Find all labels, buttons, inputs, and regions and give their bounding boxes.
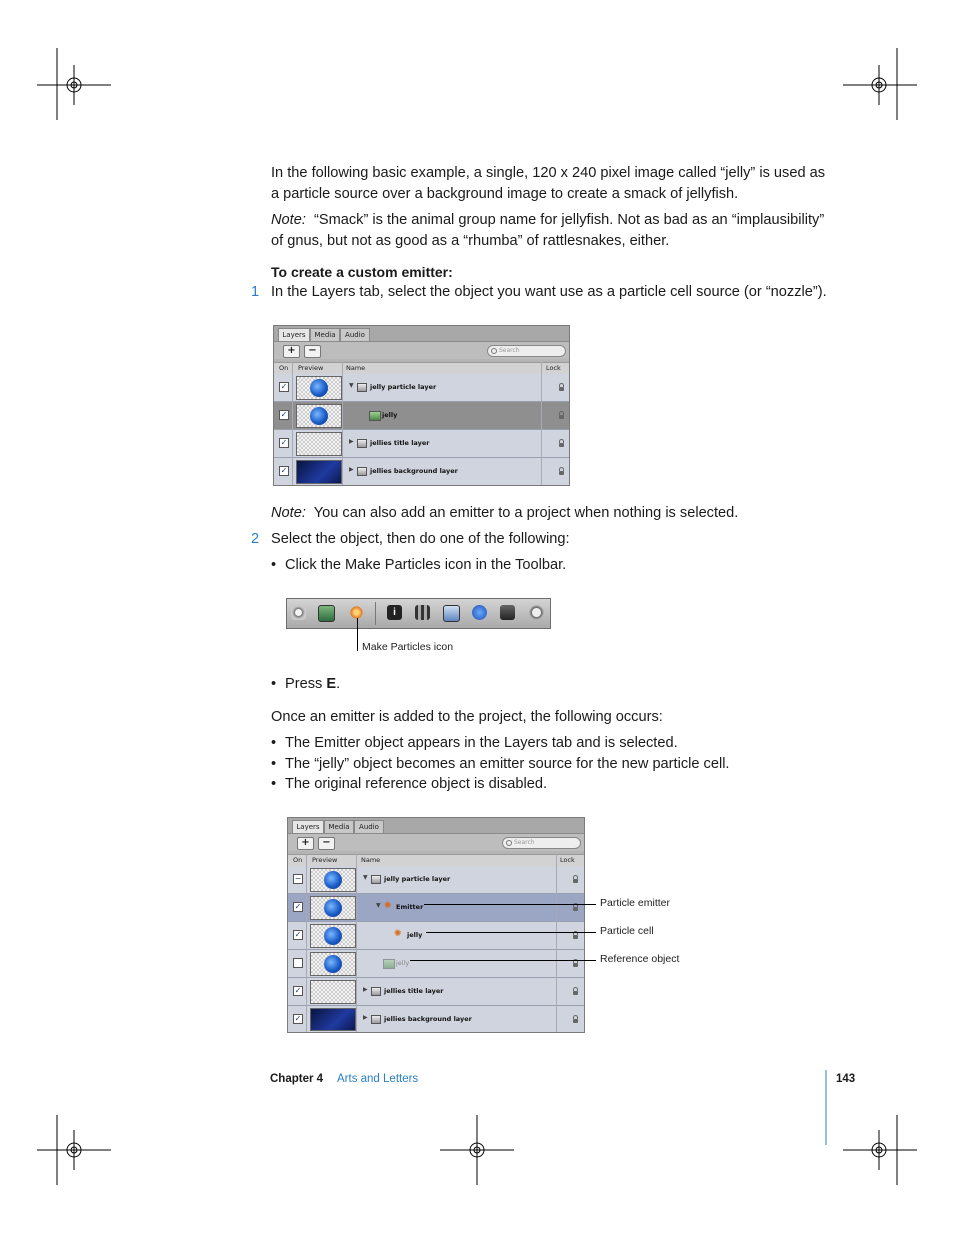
disclosure-triangle-icon[interactable]: ▶ [349,466,354,473]
enable-checkbox[interactable]: ✓ [280,382,288,391]
canvas-icon[interactable] [443,605,460,622]
jellyfish-thumbnail [324,927,342,945]
bullet-text [285,676,340,692]
layer-preview [296,432,342,456]
col-on: On [293,856,303,864]
lock-icon[interactable] [559,415,564,419]
key-e: E [326,676,337,692]
panel-toolbar [274,342,569,359]
layer-name: jelly [396,959,410,967]
col-name: Name [361,856,381,864]
layer-name: jellies title layer [384,987,444,995]
layers-panel-after [287,817,585,1033]
lock-icon[interactable] [559,387,564,391]
layer-name: Emitter [396,903,424,911]
lock-icon[interactable] [573,963,578,967]
col-preview: Preview [312,856,338,864]
note-label: Note: [271,212,306,228]
result-1: The Emitter object appears in the Layers tab and is selected. [285,735,678,751]
tab-layers[interactable]: Layers [292,820,324,833]
tab-audio[interactable]: Audio [354,820,384,833]
bullet: • [271,557,277,573]
column-divider [541,362,542,485]
col-name: Name [346,364,366,372]
step-2-text: Select the object, then do one of the following: [271,531,570,547]
layer-name: jellies title layer [370,439,430,447]
image-icon [383,959,395,969]
layer-row[interactable] [288,922,584,950]
lock-icon[interactable] [573,991,578,995]
jellyfish-thumbnail [310,379,328,397]
layer-group-icon [357,383,367,392]
note-paragraph-1 [271,210,831,252]
layer-name: jelly [407,931,423,939]
make-particles-callout: Make Particles icon [362,641,454,653]
enable-checkbox[interactable] [293,958,303,968]
col-lock: Lock [546,364,561,372]
intro-paragraph: In the following basic example, a single, 120 x 240 pixel image called “jelly” is used as a particle source over a background image to create a smack of jellyfish. [271,165,826,202]
result-3: The original reference object is disabled. [285,776,548,792]
layer-name: jellies background layer [370,467,458,475]
layer-preview [310,980,356,1004]
reference-object-callout: Reference object [600,953,680,965]
bullet: • [271,756,277,772]
panel-tabs [288,818,584,834]
image-icon [369,411,381,421]
particle-emitter-callout: Particle emitter [600,897,671,909]
add-layer-button[interactable]: + [283,345,300,358]
step-1-text: In the Layers tab, select the object you want use as a particle cell source (or “nozzle”). [271,284,827,300]
tab-audio[interactable]: Audio [340,328,370,341]
jellyfish-thumbnail [324,899,342,917]
enable-checkbox[interactable]: ✓ [280,438,288,447]
disclosure-triangle-icon[interactable]: ▼ [349,382,354,389]
column-divider [306,854,307,1032]
tab-media[interactable]: Media [324,820,354,833]
info-icon[interactable]: i [387,605,402,620]
layer-preview [296,404,342,428]
enable-checkbox[interactable]: ✓ [294,986,302,995]
callout-line [410,960,596,961]
layer-row-disabled[interactable] [288,950,584,978]
enable-checkbox[interactable]: ✓ [294,902,302,911]
layer-group-icon [357,439,367,448]
toolbar-screenshot [286,598,551,629]
result-2: The “jelly” object becomes an emitter source for the new particle cell. [285,756,730,772]
note-text: You can also add an emitter to a project when nothing is selected. [313,505,739,521]
search-icon [506,840,512,846]
col-preview: Preview [298,364,324,372]
layer-group-icon [371,987,381,996]
background-thumbnail [296,460,342,484]
layer-row[interactable] [274,458,569,486]
bullet: • [271,776,277,792]
disclosure-triangle-icon[interactable]: ▶ [363,1014,368,1021]
enable-checkbox[interactable]: ✓ [294,930,302,939]
column-divider [356,854,357,1032]
layer-row[interactable] [288,978,584,1006]
lock-icon[interactable] [559,443,564,447]
background-thumbnail [310,1008,356,1031]
panel-toolbar [288,834,584,851]
column-divider [556,854,557,1032]
layer-name: jellies background layer [384,1015,472,1023]
layer-preview [310,952,356,976]
search-input[interactable] [502,837,581,849]
layer-group-icon [371,1015,381,1024]
bullet: • [271,735,277,751]
layer-preview [296,376,342,400]
tab-media[interactable]: Media [310,328,340,341]
layer-preview [310,868,356,892]
layer-name: jelly particle layer [384,875,451,883]
inspector-icon[interactable] [472,605,487,620]
layer-group-icon [357,467,367,476]
column-divider [342,362,343,485]
note-text: “Smack” is the animal group name for jellyfish. Not as bad as an “implausibility” of gnus, but not as good as a “rhumba” of rattlesnakes, either. [271,212,825,249]
layer-row[interactable] [288,1006,584,1033]
timing-icon[interactable] [500,605,515,620]
layer-name: jelly [382,411,398,419]
callout-line [357,618,358,651]
layer-row-selected[interactable] [288,894,584,922]
layers-panel-before [273,325,570,486]
layer-group-icon [371,875,381,884]
layer-preview [310,896,356,920]
enable-checkbox[interactable]: ✓ [294,1014,302,1023]
jellyfish-thumbnail [324,955,342,973]
layer-row[interactable] [274,430,569,458]
disclosure-triangle-icon[interactable]: ▶ [363,986,368,993]
enable-checkbox[interactable]: ✓ [280,466,288,475]
filters-icon[interactable] [318,605,335,622]
layer-row-selected[interactable] [274,402,569,430]
layer-row[interactable] [274,374,569,402]
jellyfish-thumbnail [324,871,342,889]
search-input[interactable] [487,345,566,357]
bullet: • [271,676,277,692]
col-lock: Lock [560,856,575,864]
enable-checkbox[interactable]: ✓ [280,410,288,419]
page-number: 143 [836,1073,856,1085]
tab-layers[interactable]: Layers [278,328,310,341]
particle-cell-callout: Particle cell [600,925,654,937]
search-icon [491,348,497,354]
enable-checkbox[interactable]: − [294,874,302,883]
step-1-number: 1 [251,284,260,300]
note-paragraph-2 [271,503,831,524]
jellyfish-thumbnail [310,407,328,425]
step-2-number: 2 [251,531,260,547]
task-heading: To create a custom emitter: [271,264,453,280]
column-divider [292,362,293,485]
lock-icon[interactable] [573,1019,578,1023]
disclosure-triangle-icon[interactable]: ▼ [363,874,368,881]
chapter-title: Arts and Letters [337,1073,419,1085]
layer-row[interactable] [288,866,584,894]
remove-layer-button[interactable]: − [318,837,335,850]
chapter-label: Chapter 4 [270,1073,324,1085]
bullet-suffix: . [336,676,341,692]
lock-icon[interactable] [573,935,578,939]
particle-cell-icon: ✺ [394,929,402,939]
bullet-prefix: Press [285,676,327,692]
disclosure-triangle-icon[interactable]: ▼ [376,902,381,909]
search-placeholder: Search [499,347,520,354]
toolbar-separator [375,602,376,625]
remove-layer-button[interactable]: − [304,345,321,358]
callout-line [424,904,596,905]
layer-preview [310,924,356,948]
disclosure-triangle-icon[interactable]: ▶ [349,438,354,445]
behaviors-icon[interactable] [291,605,306,620]
lock-icon[interactable] [559,471,564,475]
library-icon[interactable] [415,605,430,620]
emitter-icon: ✺ [384,901,392,911]
note-label: Note: [271,505,306,521]
bullet-text: Click the Make Particles icon in the Toolbar. [285,557,567,573]
panel-tabs [274,326,569,342]
lock-icon[interactable] [573,879,578,883]
col-on: On [279,364,289,372]
add-layer-button[interactable]: + [297,837,314,850]
callout-line [426,932,596,933]
occurs-text: Once an emitter is added to the project, the following occurs: [271,709,663,725]
search-placeholder: Search [514,839,535,846]
dashboard-icon[interactable] [529,605,544,620]
lock-icon[interactable] [573,907,578,911]
layer-name: jelly particle layer [370,383,437,391]
